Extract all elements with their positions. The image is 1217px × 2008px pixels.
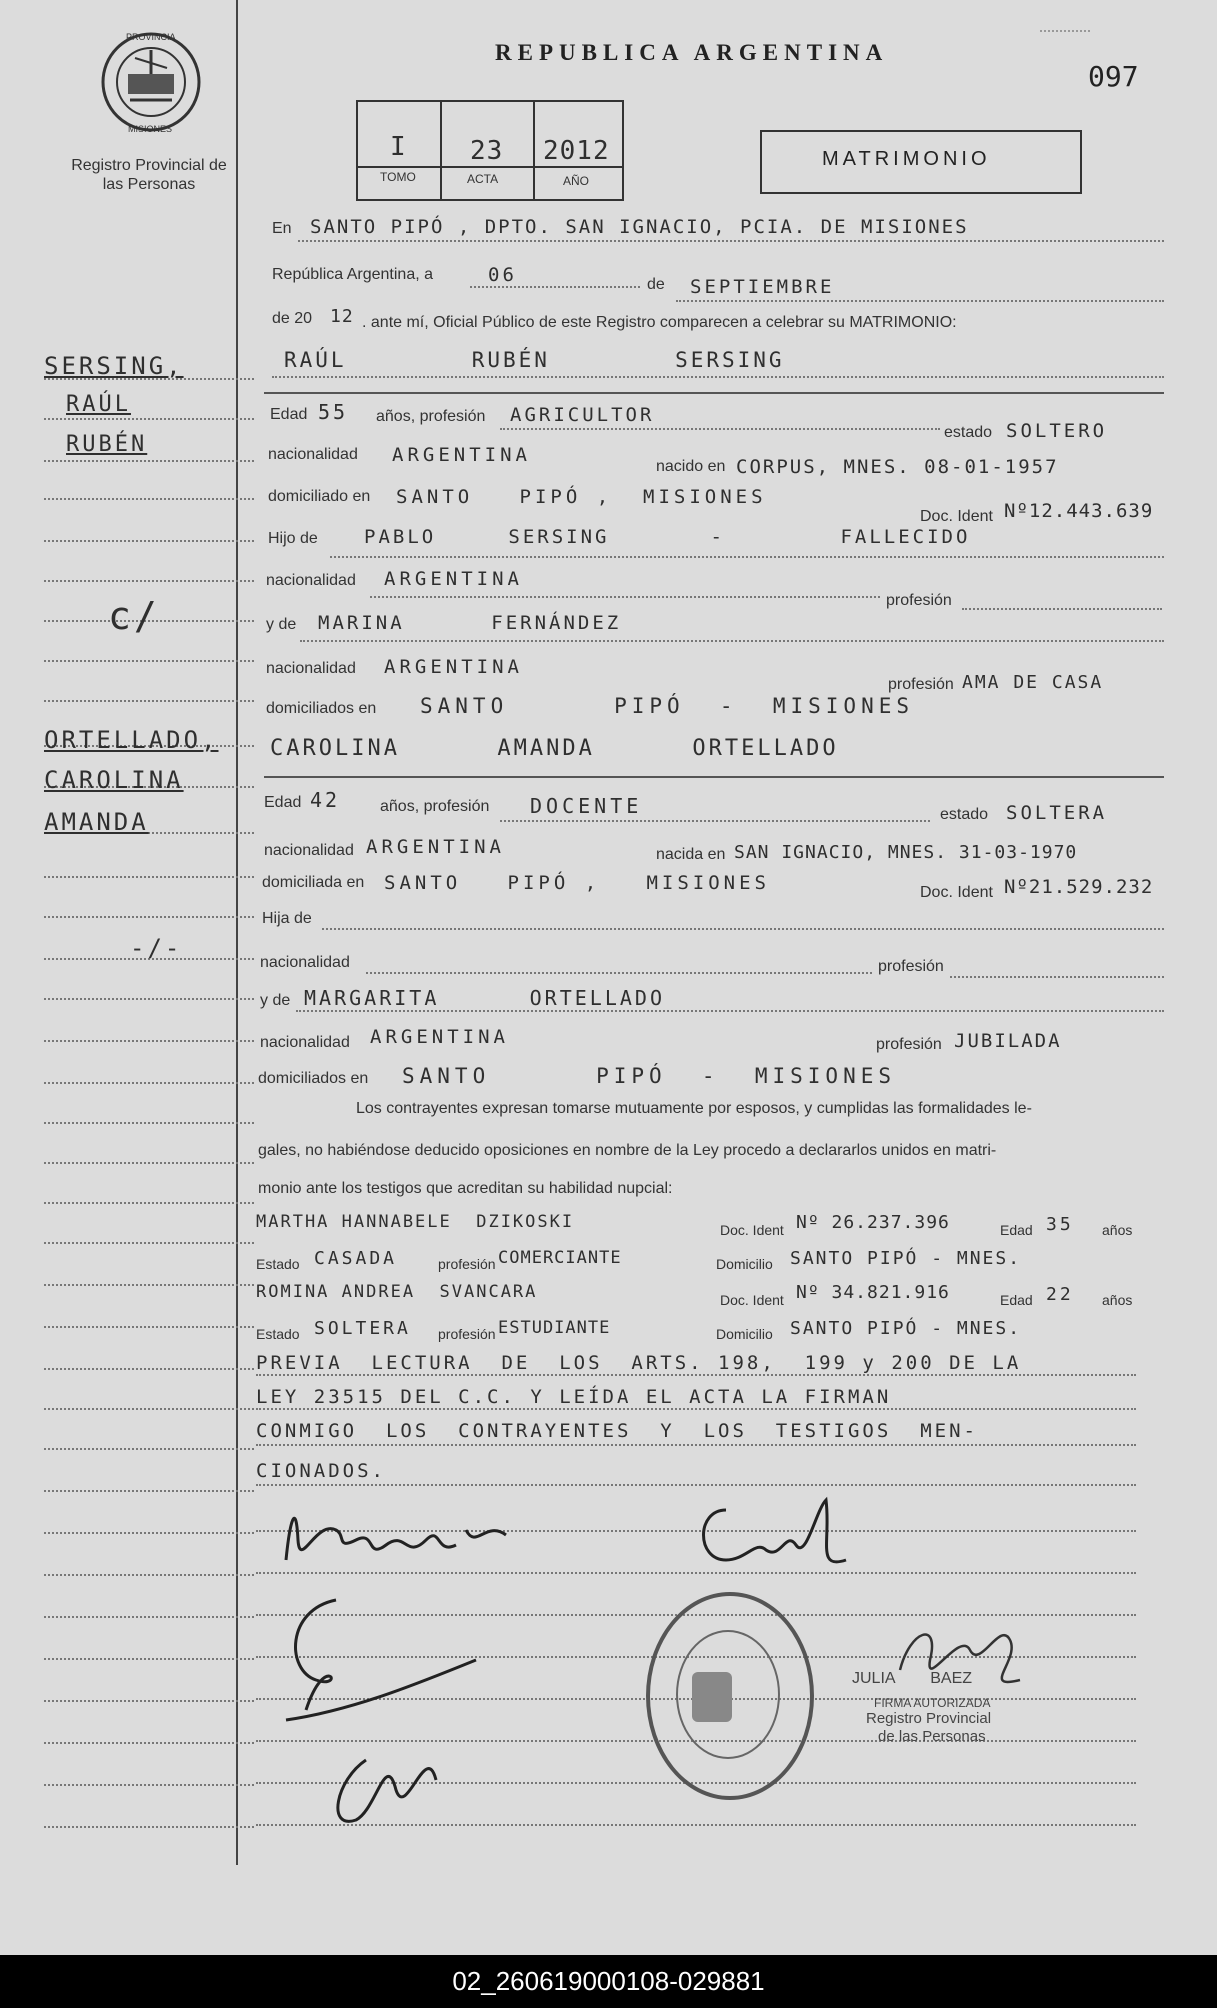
bride-edad-label: Edad bbox=[264, 794, 302, 811]
bride-profesion: DOCENTE bbox=[530, 794, 643, 818]
logo-text-top: PROVINCIA bbox=[126, 32, 176, 42]
official-org-1: Registro Provincial bbox=[866, 1710, 992, 1727]
bride-domicilio: SANTO PIPÓ , MISIONES bbox=[384, 872, 770, 894]
groom-nacido-label: nacido en bbox=[656, 458, 726, 475]
margin-divider bbox=[236, 0, 238, 1865]
groom-estado: SOLTERO bbox=[1006, 420, 1108, 442]
margin-line-33 bbox=[44, 1700, 254, 1702]
note-line-4: CIONADOS. bbox=[256, 1460, 386, 1482]
groom-signature bbox=[276, 1490, 536, 1580]
margin-line-6 bbox=[44, 580, 254, 582]
groom-padres-domicilio: SANTO PIPÓ - MISIONES bbox=[420, 694, 915, 718]
groom-madre-profesion: AMA DE CASA bbox=[962, 672, 1104, 693]
groom-profesion: AGRICULTOR bbox=[510, 404, 655, 426]
bride-nacionalidad-label: nacionalidad bbox=[264, 842, 354, 859]
groom-nacionalidad: ARGENTINA bbox=[392, 444, 531, 466]
box-divider-v2 bbox=[533, 102, 535, 199]
margin-line-30 bbox=[44, 1574, 254, 1576]
bride-edad: 42 bbox=[310, 788, 341, 812]
groom-padre-profesion-line bbox=[962, 608, 1162, 610]
groom-estado-label: estado bbox=[944, 424, 993, 441]
en-label: En bbox=[272, 220, 292, 237]
note-line-3: CONMIGO LOS CONTRAYENTES Y LOS TESTIGOS MEN- bbox=[256, 1420, 978, 1442]
witness-1-domicilio: SANTO PIPÓ - MNES. bbox=[790, 1248, 1022, 1269]
box-divider-v1 bbox=[440, 102, 442, 199]
bride-padres-domicilio: SANTO PIPÓ - MISIONES bbox=[402, 1064, 897, 1088]
ante-text: . ante mí, Oficial Público de este Registro comparecen a celebrar su MATRIMONIO: bbox=[362, 314, 957, 331]
margin-line-9 bbox=[44, 700, 254, 702]
groom-profesion-line bbox=[500, 428, 940, 430]
margin-line-35 bbox=[44, 1784, 254, 1786]
official-name: JULIA BAEZ bbox=[852, 1670, 973, 1687]
logo-text-bottom: MISIONES bbox=[128, 124, 173, 134]
month: SEPTIEMBRE bbox=[690, 276, 835, 298]
box-divider-h bbox=[358, 166, 622, 168]
margin-line-24 bbox=[44, 1326, 254, 1328]
official-title: FIRMA AUTORIZADA bbox=[874, 1696, 991, 1710]
margin-bride-name1: CAROLINA bbox=[44, 766, 184, 794]
groom-padre-nac-line bbox=[370, 596, 880, 598]
bride-fullname: CAROLINA AMANDA ORTELLADO bbox=[270, 736, 839, 761]
margin-groom-name1: RAÚL bbox=[66, 392, 131, 417]
official-signature bbox=[880, 1610, 1030, 1710]
margin-line-3 bbox=[44, 460, 254, 462]
page-number: 097 bbox=[1088, 60, 1139, 93]
witness-2-profesion: ESTUDIANTE bbox=[498, 1318, 611, 1338]
de-label: de bbox=[647, 276, 665, 293]
place-line bbox=[298, 240, 1164, 242]
witness-2-edad: 22 bbox=[1046, 1284, 1074, 1305]
bride-section-divider bbox=[264, 776, 1164, 778]
witness-1-anos-label: años bbox=[1102, 1222, 1133, 1238]
groom-nacido: CORPUS, MNES. 08-01-1957 bbox=[736, 456, 1059, 478]
margin-bride-surname: ORTELLADO, bbox=[44, 726, 219, 754]
witness-2-estado-label: Estado bbox=[256, 1326, 300, 1342]
groom-edad-label: Edad bbox=[270, 406, 308, 423]
bride-domiciliados-label: domiciliados en bbox=[258, 1070, 369, 1087]
declaration-line-2: gales, no habiéndose deducido oposiciones en nombre de la Ley procedo a declararlos unidos en matri- bbox=[258, 1142, 997, 1159]
groom-fullname-line bbox=[272, 376, 1164, 378]
bride-profesion-label: años, profesión bbox=[380, 798, 490, 815]
groom-domiciliado-label: domiciliado en bbox=[268, 488, 371, 505]
groom-edad: 55 bbox=[318, 400, 349, 424]
groom-domiciliados-label: domiciliados en bbox=[266, 700, 377, 717]
bride-yde-label: y de bbox=[260, 992, 291, 1009]
ano-value: 2012 bbox=[543, 136, 610, 166]
groom-padre-nacionalidad: ARGENTINA bbox=[384, 568, 523, 590]
margin-line-34 bbox=[44, 1742, 254, 1744]
bride-estado-label: estado bbox=[940, 806, 989, 823]
witness-signature bbox=[276, 1590, 506, 1850]
groom-yde-label: y de bbox=[266, 616, 297, 633]
groom-profesion-label: años, profesión bbox=[376, 408, 486, 425]
day: 06 bbox=[488, 264, 517, 286]
month-line bbox=[676, 300, 1164, 302]
acta-label: ACTA bbox=[467, 172, 499, 186]
bride-nacida-label: nacida en bbox=[656, 846, 726, 863]
bride-doc: Nº21.529.232 bbox=[1004, 876, 1154, 898]
witness-1-profesion-label: profesión bbox=[438, 1256, 496, 1272]
groom-nacionalidad-label: nacionalidad bbox=[268, 446, 358, 463]
scan-footer bbox=[0, 1955, 1217, 2008]
year-suffix: 12 bbox=[330, 306, 354, 327]
margin-line-14 bbox=[44, 916, 254, 918]
margin-bride-name2: AMANDA bbox=[44, 808, 149, 836]
margin-line-25 bbox=[44, 1368, 254, 1370]
bride-padre-profesion-label: profesión bbox=[878, 958, 944, 975]
margin-line-36 bbox=[44, 1826, 254, 1828]
ruled-line-1 bbox=[256, 1374, 1136, 1376]
groom-madre-nacionalidad: ARGENTINA bbox=[384, 656, 523, 678]
declaration-line-3: monio ante los testigos que acreditan su habilidad nupcial: bbox=[258, 1180, 673, 1197]
margin-line-17 bbox=[44, 1040, 254, 1042]
witness-2-doc-label: Doc. Ident bbox=[720, 1292, 784, 1308]
bride-profesion-line bbox=[500, 820, 930, 822]
margin-mark: -/- bbox=[130, 934, 183, 962]
bride-madre-profesion-label: profesión bbox=[876, 1036, 942, 1053]
witness-1-estado: CASADA bbox=[314, 1248, 398, 1269]
ano-label: AÑO bbox=[563, 174, 590, 188]
bride-madre-nac-label: nacionalidad bbox=[260, 1034, 350, 1051]
bride-signature bbox=[686, 1480, 866, 1580]
corner-mark bbox=[1040, 30, 1090, 42]
stamp-emblem-icon bbox=[692, 1672, 732, 1722]
year-prefix: de 20 bbox=[272, 310, 313, 327]
ruled-line-2 bbox=[256, 1408, 1136, 1410]
groom-madre-profesion-label: profesión bbox=[888, 676, 954, 693]
place: SANTO PIPÓ , DPTO. SAN IGNACIO, PCIA. DE MISIONES bbox=[310, 216, 969, 238]
groom-madre-nac-label: nacionalidad bbox=[266, 660, 356, 677]
witness-1-doc: Nº 26.237.396 bbox=[796, 1212, 950, 1233]
country-title: REPUBLICA ARGENTINA bbox=[495, 40, 889, 65]
bride-nacida: SAN IGNACIO, MNES. 31-03-1970 bbox=[734, 842, 1078, 863]
margin-line-5 bbox=[44, 540, 254, 542]
margin-groom-name2: RUBÉN bbox=[66, 432, 148, 457]
groom-padre: PABLO SERSING - FALLECIDO bbox=[364, 526, 971, 548]
official-org-2: de las Personas bbox=[878, 1728, 986, 1745]
margin-line-28 bbox=[44, 1490, 254, 1492]
margin-line-29 bbox=[44, 1532, 254, 1534]
bride-madre-line bbox=[296, 1010, 1164, 1012]
witness-2-domicilio-label: Domicilio bbox=[716, 1326, 773, 1342]
margin-line-13 bbox=[44, 876, 254, 878]
tomo-label: TOMO bbox=[380, 170, 416, 184]
margin-line-20 bbox=[44, 1162, 254, 1164]
ruled-line-3 bbox=[256, 1444, 1136, 1446]
margin-with: c/ bbox=[108, 594, 160, 638]
witness-2-estado: SOLTERA bbox=[314, 1318, 411, 1339]
witness-1-edad-label: Edad bbox=[1000, 1222, 1033, 1238]
note-line-1: PREVIA LECTURA DE LOS ARTS. 198, 199 y 200 DE LA bbox=[256, 1352, 1022, 1374]
witness-1-domicilio-label: Domicilio bbox=[716, 1256, 773, 1272]
declaration-line-1: Los contrayentes expresan tomarse mutuamente por esposos, y cumplidas las formalidades le- bbox=[356, 1100, 1032, 1117]
margin-line-22 bbox=[44, 1242, 254, 1244]
margin-line-31 bbox=[44, 1616, 254, 1618]
scan-id: 02_260619000108-029881 bbox=[452, 1966, 765, 1996]
margin-line-26 bbox=[44, 1408, 254, 1410]
witness-2-name: ROMINA ANDREA SVANCARA bbox=[256, 1282, 538, 1302]
witness-2-edad-label: Edad bbox=[1000, 1292, 1033, 1308]
witness-1-estado-label: Estado bbox=[256, 1256, 300, 1272]
witness-1-profesion: COMERCIANTE bbox=[498, 1248, 622, 1268]
bride-doc-label: Doc. Ident bbox=[920, 884, 993, 901]
groom-section-divider bbox=[264, 392, 1164, 394]
bride-nacionalidad: ARGENTINA bbox=[366, 836, 505, 858]
record-type: MATRIMONIO bbox=[822, 148, 991, 170]
bride-padre-profesion-line bbox=[950, 976, 1164, 978]
groom-padre-profesion-label: profesión bbox=[886, 592, 952, 609]
margin-line-19 bbox=[44, 1122, 254, 1124]
witness-2-anos-label: años bbox=[1102, 1292, 1133, 1308]
day-line bbox=[470, 286, 640, 288]
provincial-seal-logo bbox=[100, 28, 202, 136]
witness-1-edad: 35 bbox=[1046, 1214, 1074, 1235]
bride-padre-nac-label: nacionalidad bbox=[260, 954, 350, 971]
bride-madre-nacionalidad: ARGENTINA bbox=[370, 1026, 509, 1048]
margin-line-23 bbox=[44, 1284, 254, 1286]
bride-estado: SOLTERA bbox=[1006, 802, 1108, 824]
margin-line-21 bbox=[44, 1202, 254, 1204]
groom-domicilio: SANTO PIPÓ , MISIONES bbox=[396, 486, 767, 508]
margin-groom-surname: SERSING, bbox=[44, 352, 184, 380]
bride-hija-label: Hija de bbox=[262, 910, 312, 927]
margin-line-4 bbox=[44, 498, 254, 500]
margin-line-16 bbox=[44, 998, 254, 1000]
groom-fullname: RAÚL RUBÉN SERSING bbox=[284, 348, 785, 372]
witness-2-profesion-label: profesión bbox=[438, 1326, 496, 1342]
witness-1-name: MARTHA HANNABELE DZIKOSKI bbox=[256, 1212, 575, 1232]
groom-madre: MARINA FERNÁNDEZ bbox=[318, 612, 622, 634]
note-line-2: LEY 23515 DEL C.C. Y LEÍDA EL ACTA LA FIRMAN bbox=[256, 1386, 892, 1408]
groom-doc: Nº12.443.639 bbox=[1004, 500, 1154, 522]
margin-line-32 bbox=[44, 1658, 254, 1660]
margin-line-8 bbox=[44, 660, 254, 662]
tomo-value: I bbox=[390, 132, 409, 162]
groom-doc-label: Doc. Ident bbox=[920, 508, 993, 525]
bride-padre-nac-line bbox=[366, 972, 872, 974]
margin-line-2 bbox=[44, 418, 254, 420]
bride-madre: MARGARITA ORTELLADO bbox=[304, 986, 665, 1010]
groom-madre-line bbox=[300, 640, 1164, 642]
witness-1-doc-label: Doc. Ident bbox=[720, 1222, 784, 1238]
acta-value: 23 bbox=[470, 136, 504, 166]
margin-line-27 bbox=[44, 1448, 254, 1450]
bride-madre-profesion: JUBILADA bbox=[954, 1030, 1062, 1052]
registry-name: Registro Provincial de las Personas bbox=[71, 157, 227, 193]
margin-line-18 bbox=[44, 1082, 254, 1084]
groom-padre-nac-label: nacionalidad bbox=[266, 572, 356, 589]
witness-2-domicilio: SANTO PIPÓ - MNES. bbox=[790, 1318, 1022, 1339]
witness-2-doc: Nº 34.821.916 bbox=[796, 1282, 950, 1303]
groom-hijo-label: Hijo de bbox=[268, 530, 318, 547]
bride-domiciliada-label: domiciliada en bbox=[262, 874, 365, 891]
bride-padre-line bbox=[322, 928, 1164, 930]
republica-label: República Argentina, a bbox=[272, 266, 433, 283]
groom-padre-line bbox=[330, 556, 1164, 558]
